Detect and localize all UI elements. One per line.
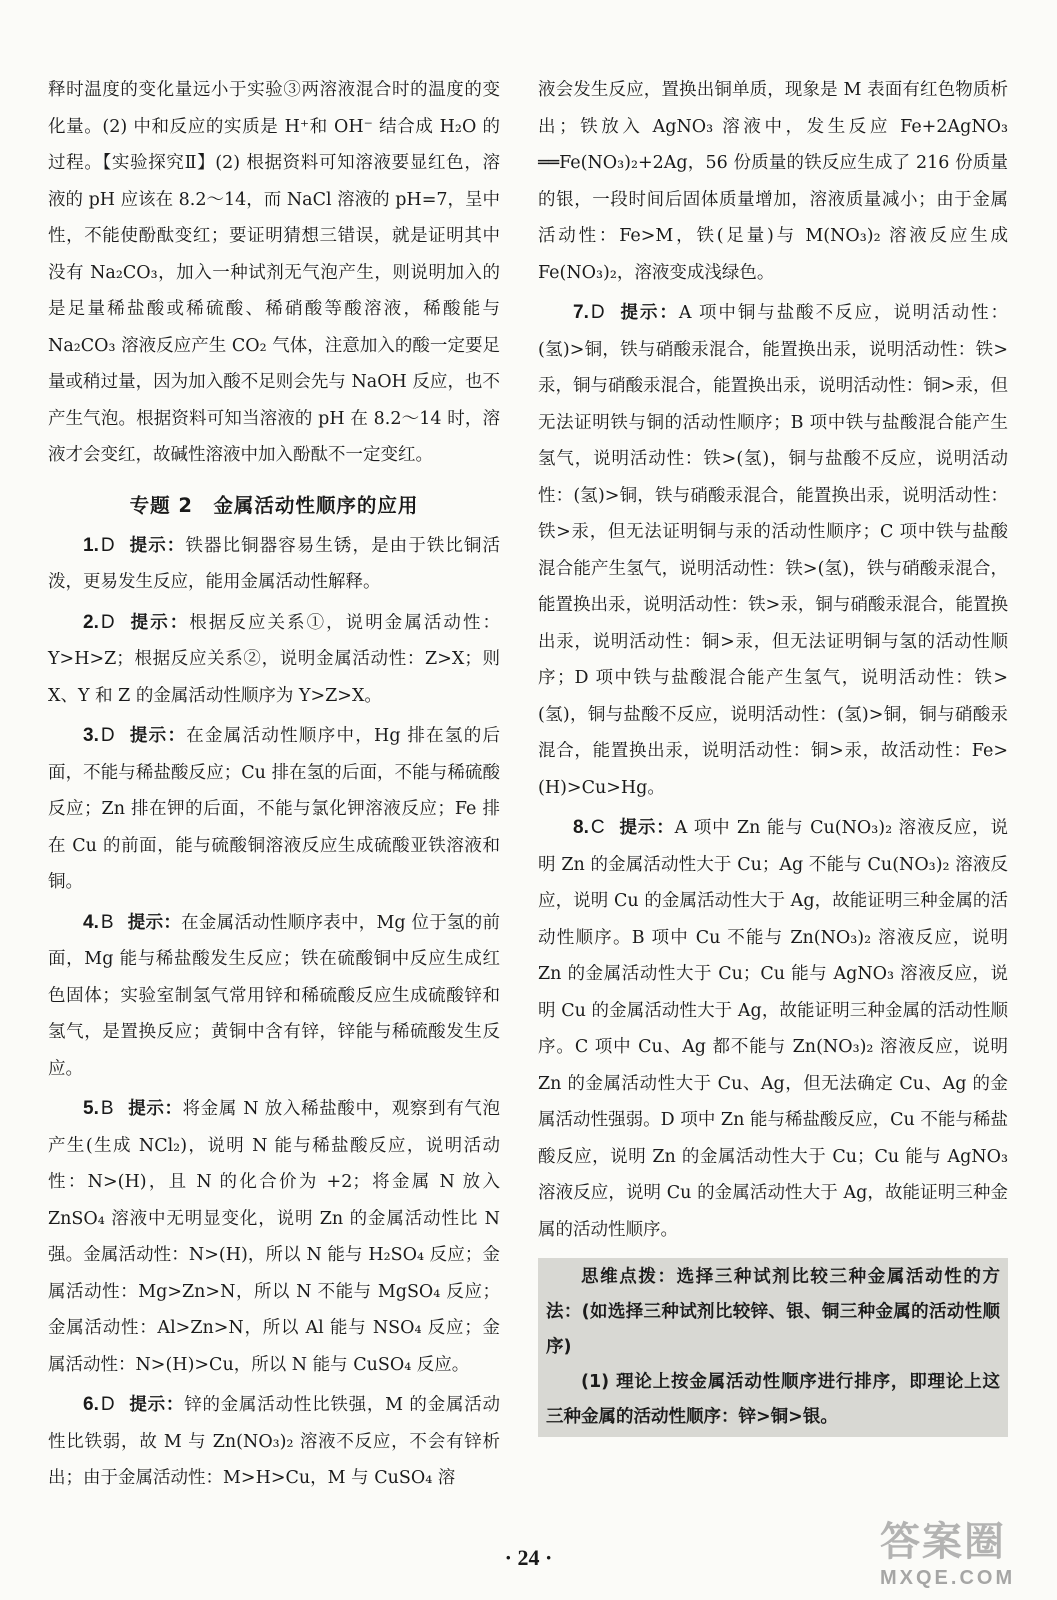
answer-item-1 <box>48 528 500 601</box>
tip-label: 提示： <box>618 818 675 838</box>
item-explanation: 在金属活动性顺序中，Hg 排在氢的后面，不能与稀盐酸反应；Cu 排在氢的后面，不能与稀硫酸反应；Zn 排在钾的后面，不能与氯化钾溶液反应；Fe 排在 Cu 的前面，能与硫酸铜溶液反应生成硫酸亚铁溶液和铜。 <box>48 726 501 892</box>
item-explanation: 锌的金属活动性比铁强，M 的金属活动性比铁弱，故 M 与 Zn(NO₃)₂ 溶液不反应，不会有锌析出；由于金属活动性：M>H>Cu，M 与 CuSO₄ 溶 <box>48 1395 501 1488</box>
item-explanation: 将金属 N 放入稀盐酸中，观察到有气泡产生(生成 NCl₂)，说明 N 能与稀盐酸反应，说明活动性：N>(H)，且 N 的化合价为 +2；将金属 N 放入 ZnSO₄ 溶液中无明显变化，说明 Zn 的金属活动性比 N 强。金属活动性：N>(H)，所以 N 能与 H₂SO₄ 反应；金属活动性：Mg>Zn>N，所以 N 不能与 MgSO₄ 反应；金属活动性：Al>Zn>N，所以 Al 能与 NSO₄ 反应；金属活动性：N>(H)>Cu，所以 N 能与 CuSO₄ 反应。 <box>48 1099 501 1375</box>
answer-item-7 <box>538 295 1008 806</box>
item-answer: D <box>100 534 115 556</box>
watermark-url: MXQE.COM <box>880 1567 1016 1589</box>
tip-label: 提示： <box>128 726 187 746</box>
item-explanation: 根据反应关系①，说明金属活动性：Y>H>Z；根据反应关系②，说明金属活动性：Z>X；则 X、Y 和 Z 的金属活动性顺序为 Y>Z>X。 <box>48 612 501 706</box>
left-column <box>48 72 500 1501</box>
answer-item-3 <box>48 718 500 901</box>
item-number: 1. <box>83 534 99 556</box>
item-explanation: A 项中 Zn 能与 Cu(NO₃)₂ 溶液反应，说明 Zn 的金属活动性大于 Cu；Ag 不能与 Cu(NO₃)₂ 溶液反应，说明 Cu 的金属活动性大于 Ag，故能证明三种金属的活动性顺序。B 项中 Cu 不能与 Zn(NO₃)₂ 溶液反应，说明 Zn 的金属活动性大于 Cu；Cu 能与 AgNO₃ 溶液反应，说明 Cu 的金属活动性大于 Ag，故能证明三种金属的活动性顺序。C 项中 Cu、Ag 都不能与 Zn(NO₃)₂ 溶液反应，说明 Zn 的金属活动性大于 Cu、Ag，但无法确定 Cu、Ag 的金属活动性强弱。D 项中 Zn 能与稀盐酸反应，Cu 不能与稀盐酸反应，说明 Zn 的金属活动性大于 Cu；Cu 能与 AgNO₃ 溶液反应，说明 Cu 的金属活动性大于 Ag，故能证明三种金属的活动性顺序。 <box>538 818 1008 1240</box>
item-number: 8. <box>573 817 589 838</box>
item-number: 6. <box>83 1394 99 1415</box>
tip-label: 提示： <box>128 1395 185 1415</box>
answer-item-8 <box>538 810 1008 1248</box>
tip-label: 提示： <box>127 912 182 933</box>
tip-label: 提示： <box>618 303 679 323</box>
item-number: 3. <box>83 725 99 746</box>
watermark-logo <box>880 1510 1045 1590</box>
page-number: · 24 · <box>504 1545 553 1570</box>
item-number: 7. <box>573 302 589 323</box>
section-title: 专题 2 金属活动性顺序的应用 <box>129 493 419 517</box>
item-number: 2. <box>83 611 99 633</box>
answer-item-4 <box>48 905 500 1088</box>
watermark-text: 答案圈 <box>880 1519 1006 1565</box>
tip-label: 提示： <box>128 535 186 556</box>
item-explanation: A 项中铜与盐酸不反应，说明活动性：(氢)>铜，铁与硝酸汞混合，能置换出汞，说明活动性：铁>汞，铜与硝酸汞混合，能置换出汞，说明活动性：铜>汞，但无法证明铁与铜的活动性顺序；B 项中铁与盐酸混合能产生氢气，说明活动性：铁>(氢)，铜与盐酸不反应，说明活动性：(氢)>铜，铁与硝酸汞混合，能置换出汞，说明活动性：铁>汞，但无法证明铜与汞的活动性顺序；C 项中铁与盐酸混合能产生氢气，说明活动性：铁>(氢)，铁与硝酸汞混合，能置换出汞，说明活动性：铁>汞，铜与硝酸汞混合，能置换出汞，说明活动性：铜>汞，但无法证明铜与氢的活动性顺序；D 项中铁与盐酸混合能产生氢气，说明活动性：铁>(氢)，铜与盐酸不反应，说明活动性：(氢)>铜，铜与硝酸汞混合，能置换出汞，说明活动性：铜>汞，故活动性：Fe>(H)>Cu>Hg。 <box>538 303 1009 798</box>
item-number: 4. <box>83 911 99 933</box>
item-answer: C <box>590 817 605 838</box>
answer-item-2 <box>48 605 500 715</box>
item-explanation: 铁器比铜器容易生锈，是由于铁比铜活泼，更易发生反应，能用金属活动性解释。 <box>48 535 500 592</box>
item-answer: D <box>590 302 605 323</box>
thinking-tip-box <box>538 1258 1008 1437</box>
tip-box-point-1: (1) 理论上按金属活动性顺序进行排序，即理论上这三种金属的活动性顺序：锌>铜>银。 <box>546 1372 1000 1427</box>
item-answer: D <box>100 1394 115 1415</box>
item-answer: B <box>100 911 114 933</box>
item-number: 5. <box>83 1098 99 1119</box>
answer-item-6 <box>48 1387 500 1497</box>
continued-paragraph: 液会发生反应，置换出铜单质，现象是 M 表面有红色物质析出；铁放入 AgNO₃ 溶液中，发生反应 Fe+2AgNO₃ ══Fe(NO₃)₂+2Ag，56 份质量的铁反应生成了 216 份质量的银，一段时间后固体质量增加，溶液质量减小；由于金属活动性：Fe>M，铁(足量)与 M(NO₃)₂ 溶液反应生成 Fe(NO₃)₂，溶液变成浅绿色。 <box>538 80 1008 283</box>
item-answer: D <box>100 611 115 633</box>
right-column <box>538 72 1008 1437</box>
tip-label: 提示： <box>127 1099 183 1119</box>
item-answer: D <box>100 725 115 746</box>
tip-label: 提示： <box>128 612 190 633</box>
continued-paragraph: 释时温度的变化量远小于实验③两溶液混合时的温度的变化量。(2) 中和反应的实质是 H⁺和 OH⁻ 结合成 H₂O 的过程。【实验探究Ⅱ】(2) 根据资料可知溶液要显红色，溶液的 pH 应该在 8.2～14，而 NaCl 溶液的 pH=7，呈中性，不能使酚酞变红；要证明猜想三错误，就是证明其中没有 Na₂CO₃，加入一种试剂无气泡产生，则说明加入的是足量稀盐酸或稀硫酸、稀硝酸等酸溶液，稀酸能与 Na₂CO₃ 溶液反应产生 CO₂ 气体，注意加入的酸一定要足量或稍过量，因为加入酸不足则会先与 NaOH 反应，也不产生气泡。根据资料可知当溶液的 pH 在 8.2～14 时，溶液才会变红，故碱性溶液中加入酚酞不一定变红。 <box>48 80 500 465</box>
answer-item-5 <box>48 1091 500 1383</box>
item-explanation: 在金属活动性顺序表中，Mg 位于氢的前面，Mg 能与稀盐酸发生反应；铁在硫酸铜中反应生成红色固体；实验室制氢气常用锌和稀硫酸反应生成硫酸锌和氢气，是置换反应；黄铜中含有锌，锌能与稀硫酸发生反应。 <box>48 912 501 1079</box>
tip-box-heading: 思维点拨：选择三种试剂比较三种金属活动性的方法：(如选择三种试剂比较锌、银、铜三种金属的活动性顺序) <box>546 1267 1000 1357</box>
item-answer: B <box>100 1098 114 1119</box>
